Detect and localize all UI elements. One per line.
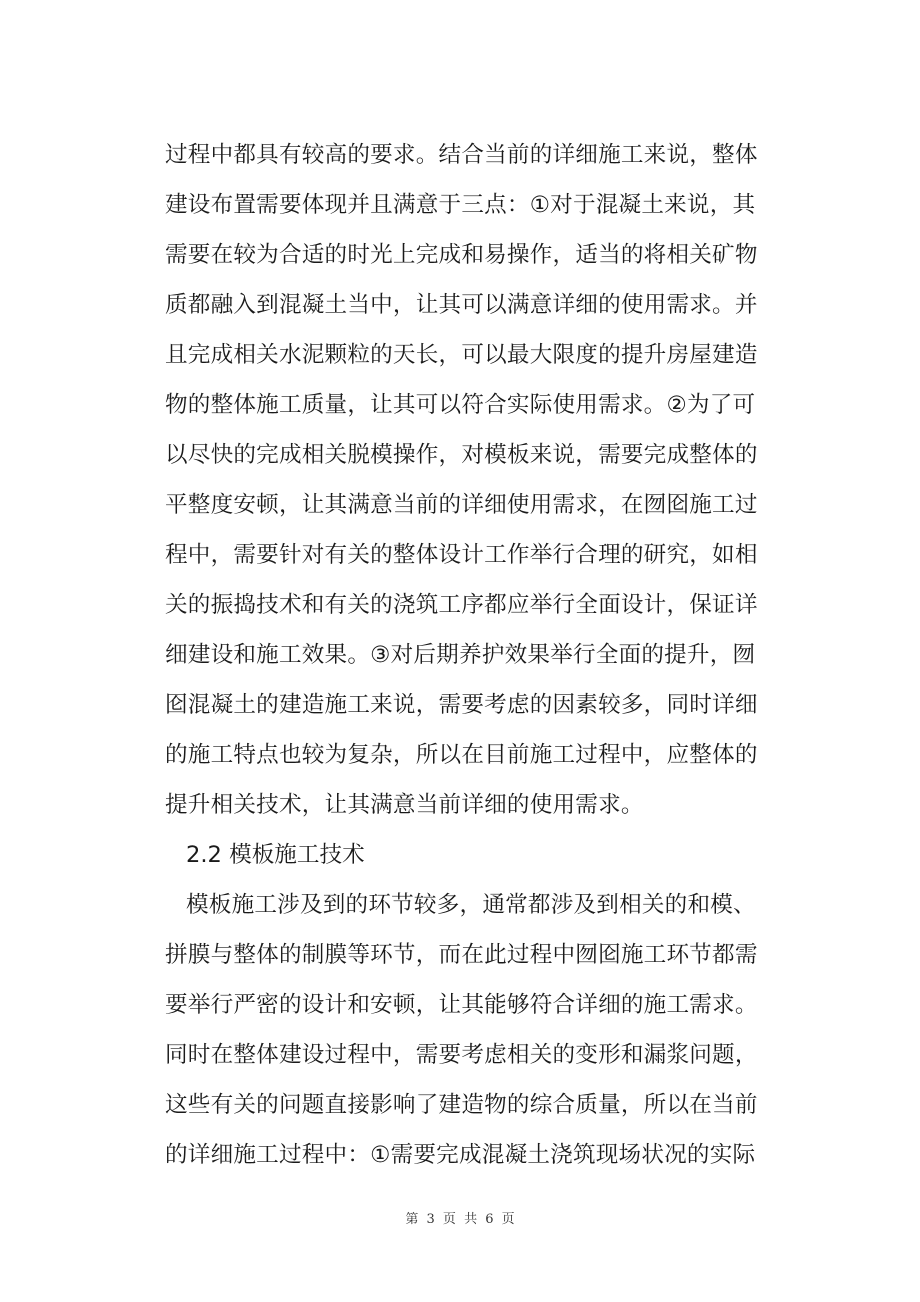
footer-page-word: 页	[442, 1212, 456, 1227]
paragraph-line: 这些有关的问题直接影响了建造物的综合质量，所以在当前	[165, 1092, 758, 1118]
footer-prefix: 第	[405, 1212, 419, 1227]
paragraph-line: 且完成相关水泥颗粒的天长，可以最大限度的提升房屋建造	[165, 342, 758, 368]
footer-suffix: 页	[501, 1212, 515, 1227]
paragraph-line: 囵混凝土的建造施工来说，需要考虑的因素较多，同时详细	[165, 692, 758, 718]
paragraph-line: 关的振捣技术和有关的浇筑工序都应举行全面设计，保证详	[165, 592, 758, 618]
paragraph-line: 程中，需要针对有关的整体设计工作举行合理的研究，如相	[165, 542, 758, 568]
paragraph-line: 的施工特点也较为复杂，所以在目前施工过程中，应整体的	[165, 742, 758, 768]
section-heading: 2.2 模板施工技术	[186, 842, 365, 868]
paragraph-line: 建设布置需要体现并且满意于三点：①对于混凝土来说，其	[165, 192, 756, 218]
paragraph-line: 物的整体施工质量，让其可以符合实际使用需求。②为了可	[165, 392, 756, 418]
paragraph-line: 细建设和施工效果。③对后期养护效果举行全面的提升，囫	[165, 642, 756, 668]
paragraph-line: 平整度安顿，让其满意当前的详细使用需求，在囫囵施工过	[165, 492, 758, 518]
paragraph-line: 拼膜与整体的制膜等环节，而在此过程中囫囵施工环节都需	[165, 942, 758, 968]
paragraph-line: 同时在整体建设过程中，需要考虑相关的变形和漏浆问题，	[165, 1042, 758, 1068]
total-page-number: 6	[485, 1212, 494, 1227]
page-footer	[0, 1208, 920, 1227]
paragraph-line: 质都融入到混凝土当中，让其可以满意详细的使用需求。并	[165, 292, 758, 318]
paragraph-line: 模板施工涉及到的环节较多，通常都涉及到相关的和模、	[186, 892, 756, 918]
paragraph-line: 以尽快的完成相关脱模操作，对模板来说，需要完成整体的	[165, 442, 758, 468]
paragraph-line: 需要在较为合适的时光上完成和易操作，适当的将相关矿物	[165, 242, 758, 268]
paragraph-line: 的详细施工过程中：①需要完成混凝土浇筑现场状况的实际	[165, 1142, 756, 1168]
paragraph-line: 提升相关技术，让其满意当前详细的使用需求。	[165, 792, 644, 818]
footer-total-word: 共	[464, 1212, 478, 1227]
paragraph-line: 过程中都具有较高的要求。结合当前的详细施工来说，整体	[165, 142, 758, 168]
current-page-number: 3	[426, 1212, 435, 1227]
paragraph-line: 要举行严密的设计和安顿，让其能够符合详细的施工需求。	[165, 992, 758, 1018]
